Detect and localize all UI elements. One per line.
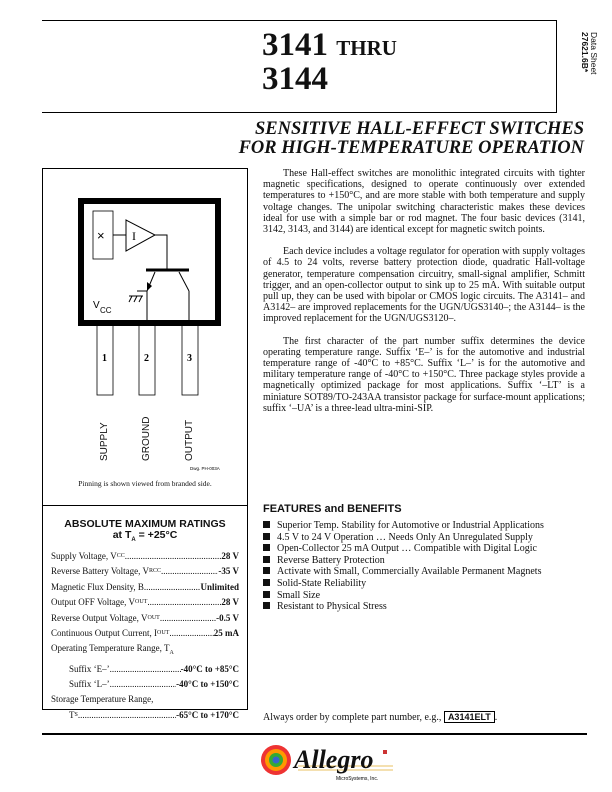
list-item: 4.5 V to 24 V Operation … Needs Only An Unregulated Supply (263, 532, 544, 544)
rating-op-temp: Operating Temperature Range, $T_A$ (51, 643, 174, 657)
svg-text:Dwg. PH-003A: Dwg. PH-003A (190, 466, 220, 471)
description (263, 168, 585, 425)
rating-row: Suffix ‘E–’ ..... -40°C to +85°C (51, 662, 239, 677)
subtitle-line2: FOR HIGH-TEMPERATURE OPERATION (238, 138, 584, 158)
side-label: Data Sheet (589, 32, 599, 75)
rating-row: Suffix ‘L–’ ..... -40°C to +150°C (51, 677, 239, 692)
features-list (263, 520, 544, 613)
footer-rule (42, 733, 587, 735)
allegro-logo (258, 738, 398, 786)
rating-row: Continuous Output Current, I OUT ..... 25 mA (51, 626, 239, 641)
paragraph: Each device includes a voltage regulator for operation with supply voltages of 4.5 to 24 volts, reverse battery protection diode, quadratic Hall-voltage generator, temperature compensation circuitry, small-signal amplifier, Schmitt trigger, and an open-collector output to sink up to 25 mA. With suitable output pull up, they can be used with bipolar or CMOS logic circuits. The A3141– and A3142– are improved replacements for the UGN/UGS3140–; the A3144– is the improved replacement for the UGN/UGS3120–. (263, 246, 585, 325)
ratings-table (51, 549, 239, 723)
svg-text:V: V (93, 300, 100, 311)
rating-row: Reverse Battery Voltage, V RCC ..... -35 V (51, 564, 239, 579)
paragraph: These Hall-effect switches are monolithic integrated circuits with tighter magnetic specifications, designed to operate continuously over extended temperatures to +150°C, and are more stable with both temperature and supply voltage changes. The unipolar switching characteristic makes these devices ideal for use with a simple bar or rod magnet. The four basic devices (3141, 3142, 3143, and 3144) are identical except for magnetic switch points. (263, 168, 585, 236)
paragraph: The first character of the part number suffix determines the device operating temperature range. Suffix ‘E–’ is for the automotive and industrial temperature range of -40°C to +85°C. Suffix ‘L–’ is for the automotive and military temperature range of -40°C to +150°C. Three package styles provide a magnetically optimized package for most applications. Suffix ‘–LT’ is a miniature SOT89/TO-243AA transistor package for surface-mount applications; suffix ‘–UA’ is a three-lead ultra-mini-SIP. (263, 335, 585, 414)
ratings-heading: ABSOLUTE MAXIMUM RATINGS (64, 518, 226, 530)
title-thru: THRU (336, 36, 397, 60)
list-item: Open-Collector 25 mA Output … Compatible with Digital Logic (263, 543, 544, 555)
rating-row: Supply Voltage, V CC ..... 28 V (51, 549, 239, 564)
subtitle (239, 120, 584, 158)
subtitle-line1: SENSITIVE HALL-EFFECT SWITCHES (255, 119, 584, 139)
list-item: Solid-State Reliability (263, 578, 544, 590)
pin-label-output: OUTPUT (184, 419, 195, 461)
ratings-condition: at $T_A = +25^\circ C$ (112, 529, 178, 544)
list-item: Resistant to Physical Stress (263, 601, 544, 613)
svg-text:MicroSystems, Inc.: MicroSystems, Inc. (336, 776, 379, 782)
title-part-start: 3141 (262, 27, 328, 63)
side-number: 27621.6B* (580, 32, 590, 73)
pinning-caption: Pinning is shown viewed from branded side. (78, 479, 212, 488)
rating-row: Magnetic Flux Density, B ..... Unlimited (51, 580, 239, 595)
left-panel (42, 168, 248, 720)
svg-text:×: × (97, 228, 105, 243)
svg-text:Allegro: Allegro (294, 745, 374, 774)
svg-text:CC: CC (100, 306, 112, 315)
title-part-end: 3144 (262, 61, 328, 97)
rating-row: Output OFF Voltage, V OUT ..... 28 V (51, 595, 239, 610)
features-title: FEATURES and BENEFITS (263, 503, 402, 515)
divider (43, 505, 247, 506)
rating-row: T S ..... -65°C to +170°C (51, 708, 239, 723)
schmitt-trigger-icon (126, 220, 155, 251)
page-title (262, 27, 397, 97)
order-end: . (494, 712, 498, 723)
order-text: Always order by complete part number, e.g., (263, 712, 442, 723)
ratings-title (43, 519, 247, 546)
rating-storage: Storage Temperature Range, (51, 694, 154, 705)
order-note (263, 712, 497, 723)
pin-label-ground: GROUND (141, 416, 152, 461)
svg-text:2: 2 (144, 353, 149, 364)
list-item: Superior Temp. Stability for Automotive or Industrial Applications (263, 520, 544, 532)
svg-text:1: 1 (102, 353, 107, 364)
example-part-number: A3141ELT (444, 711, 495, 723)
list-item: Reverse Battery Protection (263, 555, 544, 567)
svg-text:I: I (132, 229, 136, 243)
list-item: Activate with Small, Commercially Available Permanent Magnets (263, 566, 544, 578)
pin-label-supply: SUPPLY (99, 422, 110, 461)
list-item: Small Size (263, 590, 544, 602)
svg-text:3: 3 (187, 353, 192, 364)
datasheet-number (580, 32, 598, 112)
rating-row: Reverse Output Voltage, V OUT ..... -0.5 V (51, 611, 239, 626)
